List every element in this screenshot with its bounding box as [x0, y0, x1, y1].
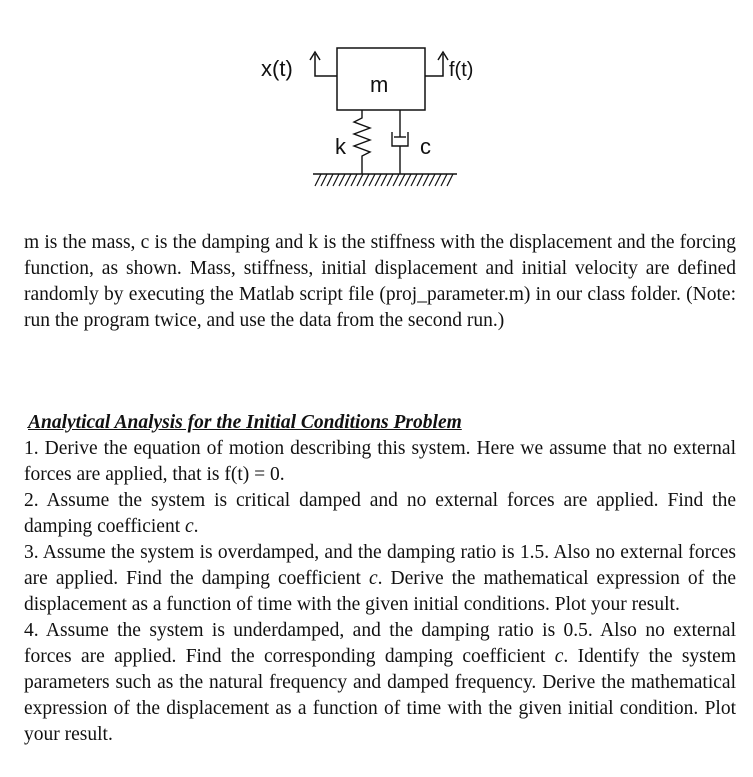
ground-hatch — [313, 174, 457, 186]
displacement-label: x(t) — [261, 56, 293, 81]
damper — [392, 110, 408, 174]
displacement-arrow — [310, 52, 337, 76]
variable-c: c — [185, 516, 194, 537]
question-1: 1. Derive the equation of motion describing this system. Here we assume that no external forces are applied, that is f(t) = 0. — [24, 438, 736, 485]
question-4-text: 4. Assume the system is underdamped, and the damping ratio is 0.5. Also no external forces are applied. Find the corresponding damping coefficient — [24, 620, 736, 667]
spring-label: k — [335, 134, 346, 159]
mass-label: m — [370, 72, 389, 97]
force-arrow — [425, 52, 448, 76]
variable-c: c — [554, 646, 564, 667]
section-heading: Analytical Analysis for the Initial Conditions Problem — [28, 412, 462, 433]
mass-spring-damper-diagram — [255, 40, 474, 190]
question-3-text-end: . Derive the mathematical expression of the displacement as a function of time with the given initial conditions. Plot your result. — [24, 568, 736, 615]
variable-c: c — [369, 568, 378, 589]
question-2 — [24, 488, 736, 540]
question-3-text: 3. Assume the system is overdamped, and the damping ratio is 1.5. Also no external forces are applied. Find the damping coefficient — [24, 542, 736, 589]
force-label: f(t) — [449, 59, 474, 81]
question-2-text: 2. Assume the system is critical damped and no external forces are applied. Find the damping coefficient — [24, 490, 736, 537]
damper-label: c — [420, 134, 431, 159]
question-4 — [24, 618, 736, 748]
question-3 — [24, 540, 736, 618]
spring — [354, 110, 370, 174]
analysis-section — [24, 410, 736, 748]
question-2-text-end: . — [193, 516, 199, 537]
intro-paragraph: m is the mass, c is the damping and k is the stiffness with the displacement and the forcing function, as shown. Mass, stiffness, initial displacement and initial velocity are defined randomly by executing the Matlab script file (proj_parameter.m) in our class folder. (Note: run the program twice, and use the data from the second run.) — [24, 232, 736, 331]
question-4-text-end: . Identify the system parameters such as the natural frequency and damped frequency. Derive the mathematical expression of the displacement as a function of time with the given initial condition. Plot your result. — [24, 646, 736, 745]
